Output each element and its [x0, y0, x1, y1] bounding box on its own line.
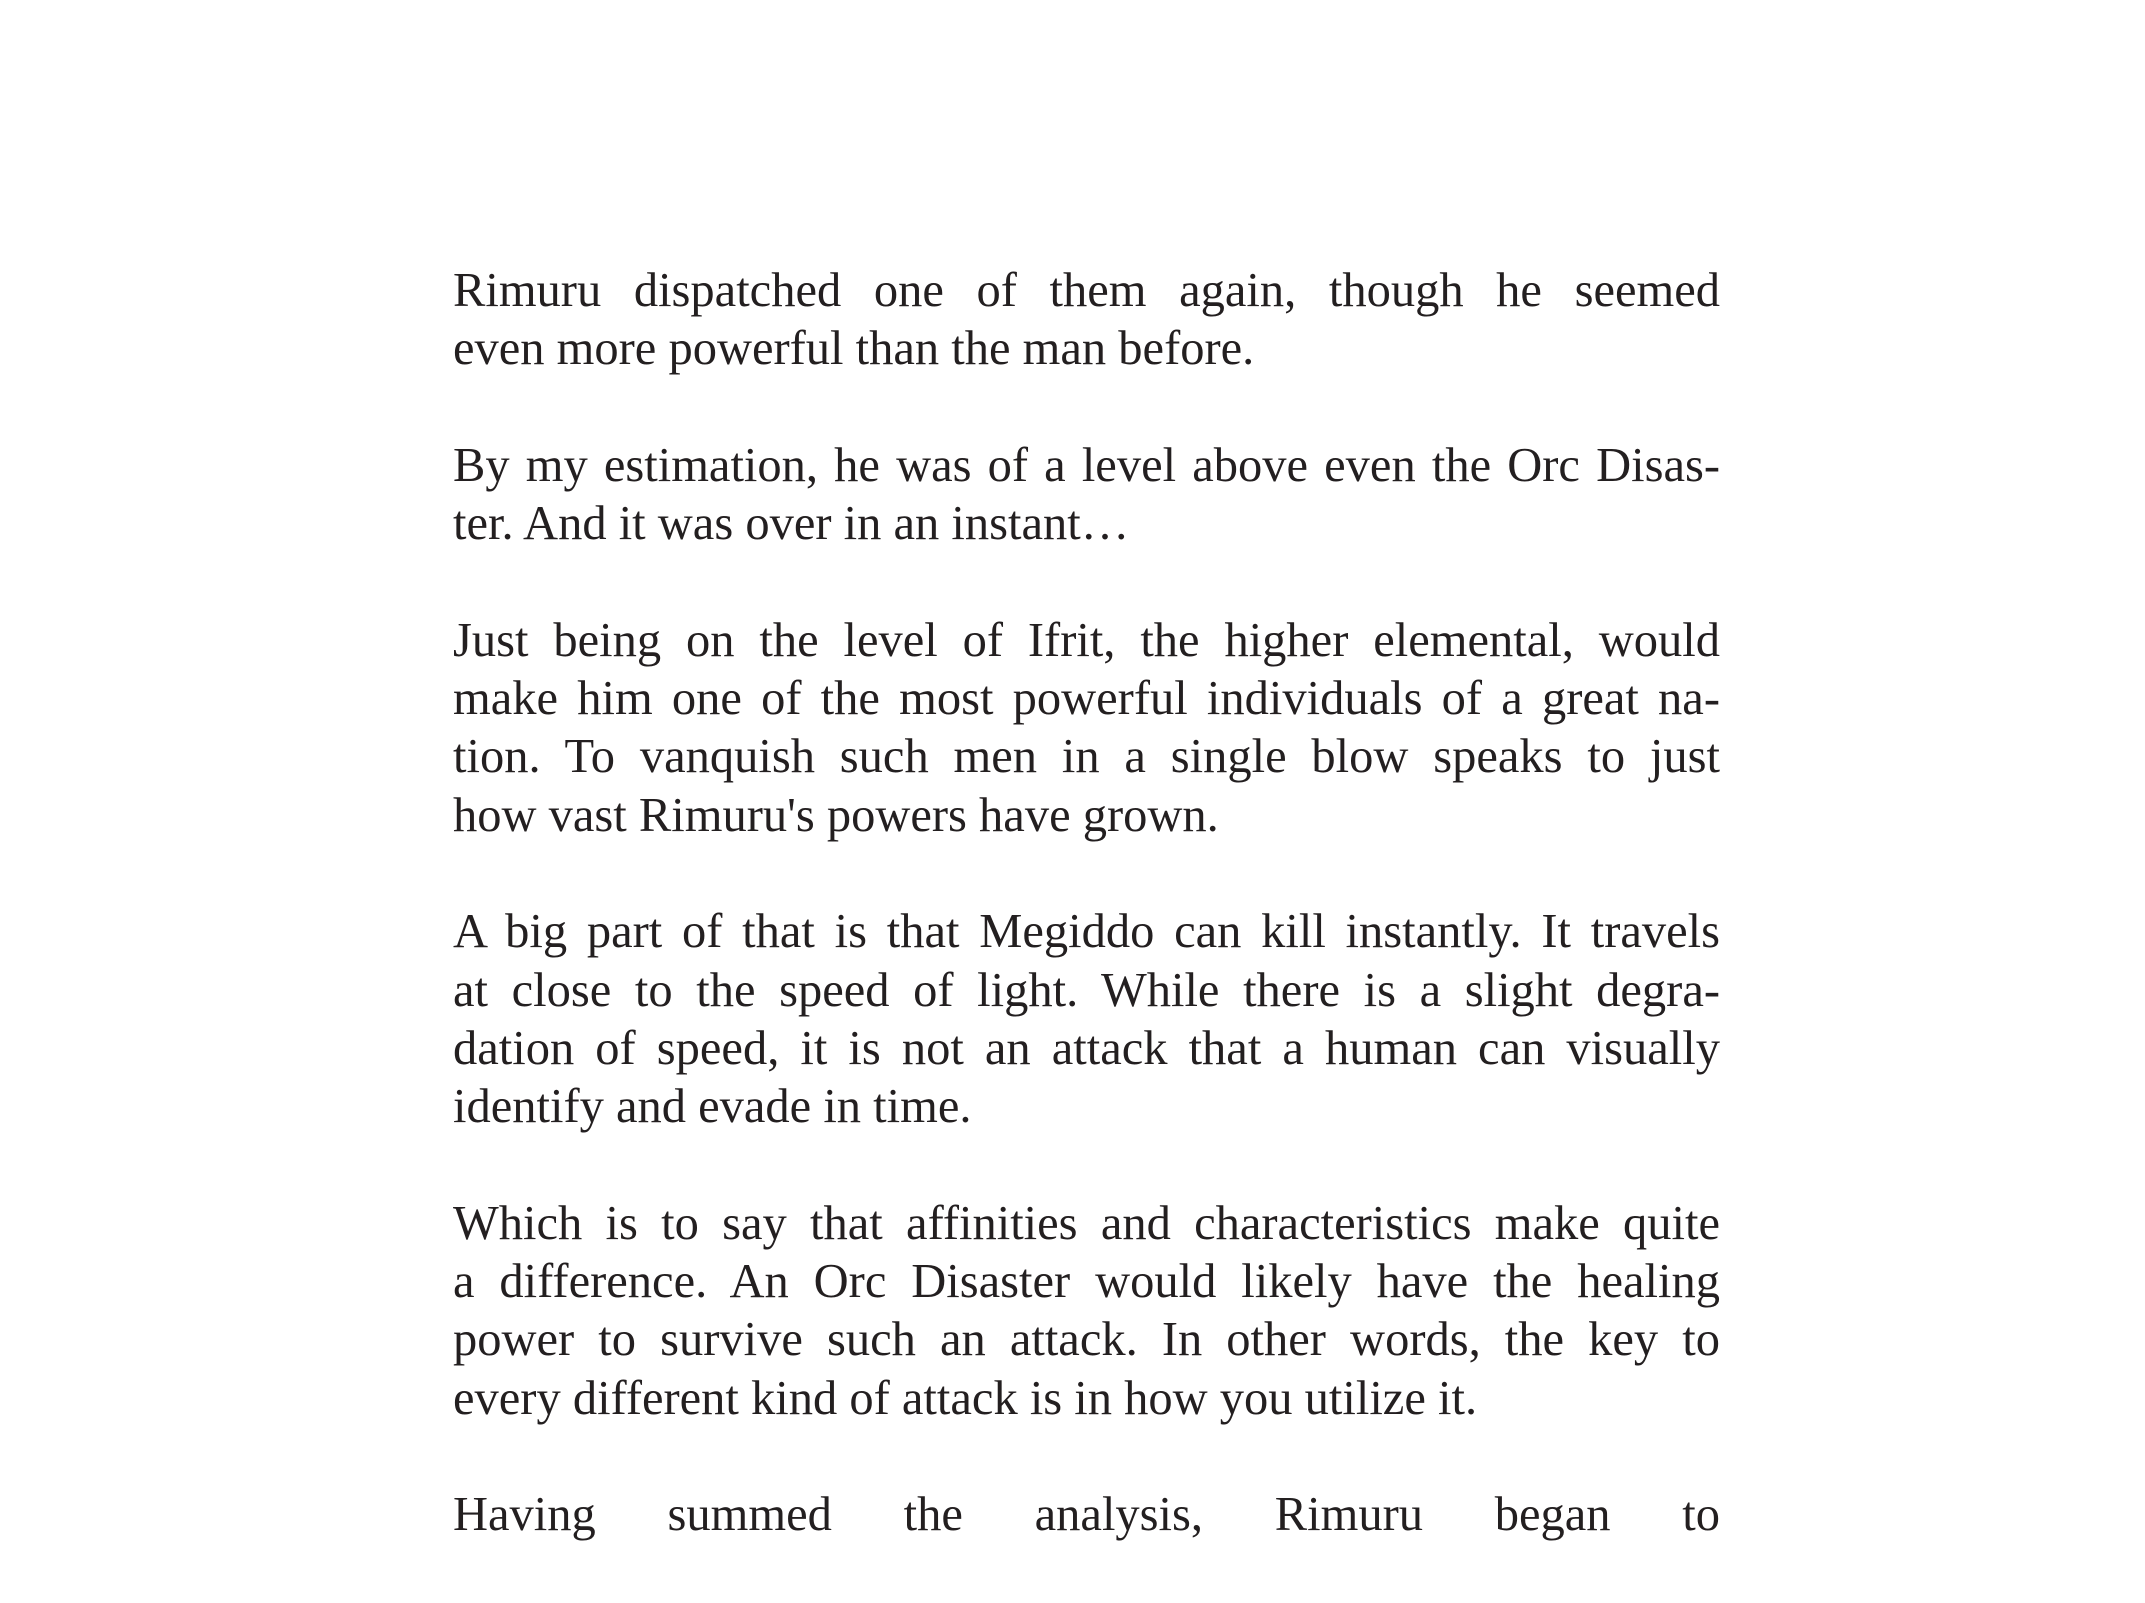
text-line: at close to the speed of light. While there is a slight degra- — [453, 963, 1720, 1017]
text-line: identify and evade in time. — [453, 1080, 972, 1134]
paragraph-3 — [453, 612, 1720, 845]
text-line: dation of speed, it is not an attack that a human can visually — [453, 1021, 1720, 1075]
paragraph-2 — [453, 437, 1720, 554]
text-line: A big part of that is that Megiddo can kill instantly. It travels — [453, 905, 1720, 959]
paragraph-1 — [453, 262, 1720, 379]
text-line: how vast Rimuru's powers have grown. — [453, 788, 1219, 842]
text-line: a difference. An Orc Disaster would likely have the healing — [453, 1255, 1720, 1309]
text-line: make him one of the most powerful individuals of a great na- — [453, 672, 1720, 726]
body-text — [453, 262, 1720, 1603]
text-line: power to survive such an attack. In other words, the key to — [453, 1313, 1720, 1367]
paragraph-5 — [453, 1195, 1720, 1428]
paragraph-6 — [453, 1486, 1720, 1544]
text-line: Just being on the level of Ifrit, the higher elemental, would — [453, 613, 1720, 667]
text-line: Which is to say that affinities and characteristics make quite — [453, 1196, 1720, 1250]
text-line: every different kind of attack is in how you utilize it. — [453, 1371, 1478, 1425]
text-line: By my estimation, he was of a level above even the Orc Disas- — [453, 438, 1720, 492]
paragraph-4 — [453, 903, 1720, 1136]
text-line: Having summed the analysis, Rimuru began to — [453, 1488, 1720, 1542]
text-line: tion. To vanquish such men in a single blow speaks to just — [453, 730, 1720, 784]
text-line: Rimuru dispatched one of them again, though he seemed — [453, 264, 1720, 317]
text-line: ter. And it was over in an instant… — [453, 497, 1130, 551]
text-line: even more powerful than the man before. — [453, 322, 1255, 376]
